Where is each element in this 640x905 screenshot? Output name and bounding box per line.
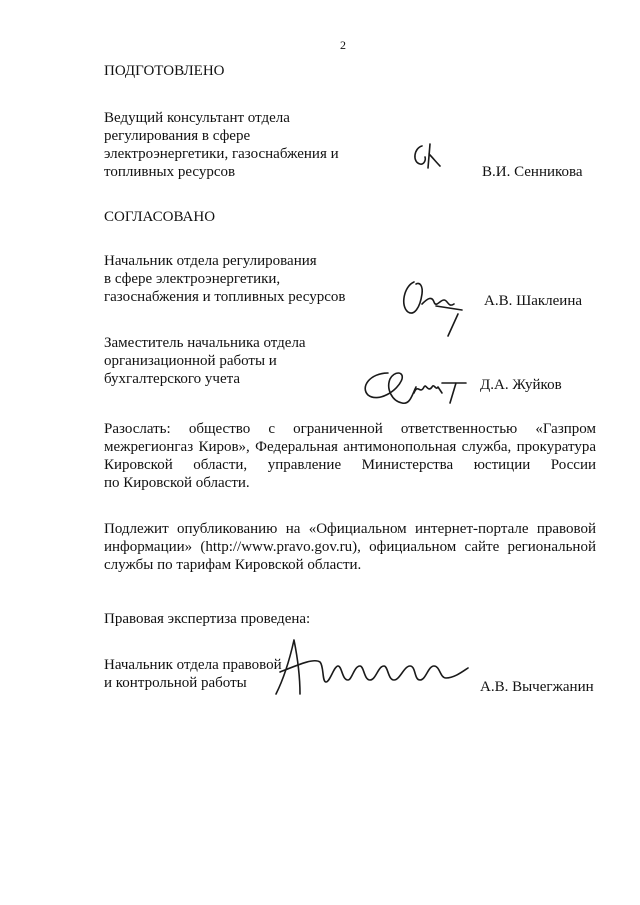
position-line: газоснабжения и топливных ресурсов <box>104 289 346 305</box>
position-line: Начальник отдела правовой <box>104 657 282 673</box>
paragraph-line: по Кировской области. <box>104 475 250 491</box>
position-line: Ведущий консультант отдела <box>104 110 290 126</box>
distribution-paragraph <box>104 420 596 492</box>
paragraph-line: службы по тарифам Кировской области. <box>104 557 362 573</box>
position-line: топливных ресурсов <box>104 164 236 180</box>
signer-2-name: Д.А. Жуйков <box>480 377 562 393</box>
paragraph-line: Подлежит опубликованию на «Официальном интернет-портале правовой <box>104 521 596 537</box>
page-number: 2 <box>340 38 346 52</box>
position-line: Начальник отдела регулирования <box>104 253 317 269</box>
signature-zhuikov <box>358 365 470 409</box>
paragraph-line: Кировской области, управление Министерства юстиции России <box>104 457 596 473</box>
legal-review-position <box>104 656 282 692</box>
prepared-heading: ПОДГОТОВЛЕНО <box>104 63 225 79</box>
signature-shakleina <box>398 278 466 338</box>
prepared-position <box>104 109 339 181</box>
position-line: бухгалтерского учета <box>104 371 241 387</box>
position-line: организационной работы и <box>104 353 277 369</box>
agreed-heading: СОГЛАСОВАНО <box>104 209 216 225</box>
paragraph-line: Разослать: общество с ограниченной ответственностью «Газпром <box>104 421 596 437</box>
position-line: и контрольной работы <box>104 675 247 691</box>
signature-vychegzhanin <box>270 638 472 700</box>
position-line: регулирования в сфере <box>104 128 251 144</box>
signer-1-position <box>104 252 346 306</box>
position-line: в сфере электроэнергетики, <box>104 271 281 287</box>
paragraph-line: информации» (http://www.pravo.gov.ru), официальном сайте региональной <box>104 539 596 555</box>
position-line: Заместитель начальника отдела <box>104 335 306 351</box>
signer-1-name: А.В. Шаклеина <box>484 293 583 309</box>
position-line: электроэнергетики, газоснабжения и <box>104 146 339 162</box>
signature-sennikova <box>408 140 444 176</box>
prepared-name: В.И. Сенникова <box>482 164 583 180</box>
legal-review-statement: Правовая экспертиза проведена: <box>104 611 311 627</box>
paragraph-line: межрегионгаз Киров», Федеральная антимонопольная служба, прокуратура <box>104 439 596 455</box>
publication-paragraph <box>104 520 596 574</box>
signer-2-position <box>104 334 306 388</box>
legal-review-name: А.В. Вычегжанин <box>480 679 594 695</box>
